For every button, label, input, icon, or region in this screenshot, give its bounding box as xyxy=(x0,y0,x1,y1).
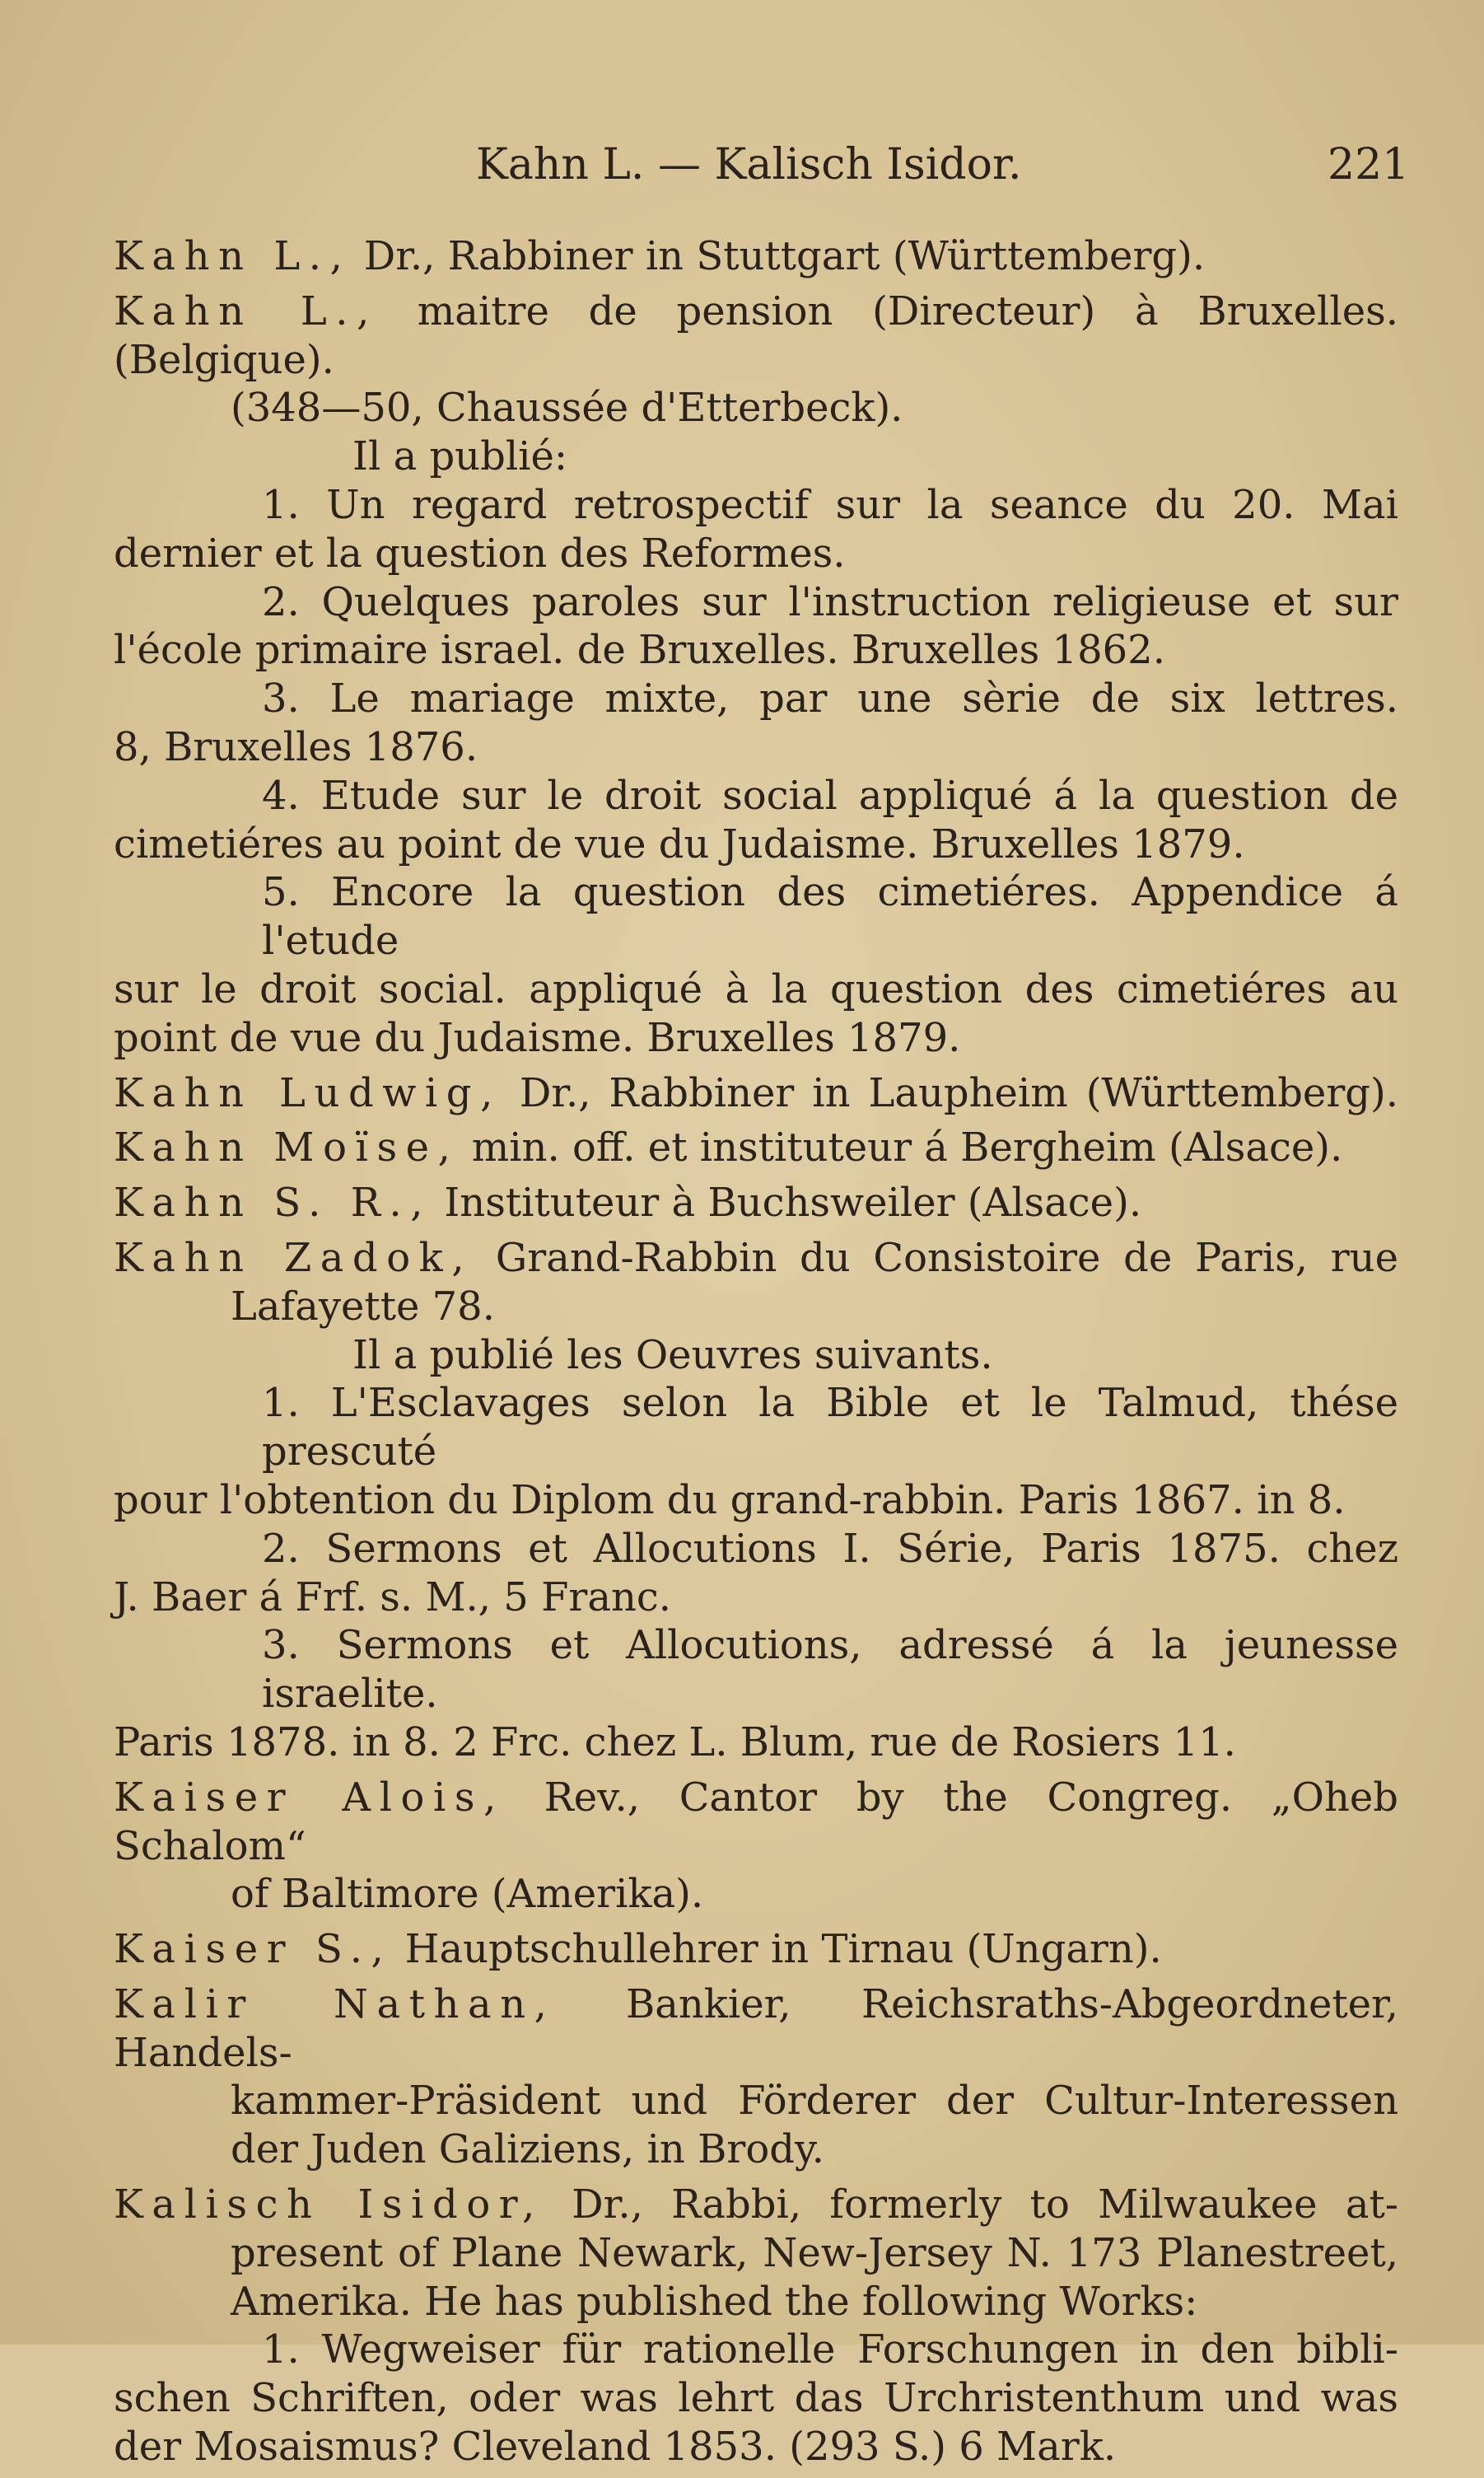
directory-entry xyxy=(114,1179,1398,1227)
page-header xyxy=(0,132,1484,198)
directory-entries xyxy=(114,232,1398,2478)
work-item: 3. Sermons et Allocutions, adressé á la jeunesse israelite. Paris 1878. in 8. 2 Frc. chez L. Blum, rue de Rosiers 11. xyxy=(114,1622,1398,1765)
running-title: Kahn L. — Kalisch Isidor. xyxy=(476,140,1022,189)
entry-text: present of Plane Newark, New-Jersey N. 173 Planestreet, xyxy=(231,2229,1398,2276)
entry-text: Grand-Rabbin du Consistoire de Paris, rue xyxy=(495,1234,1398,1281)
entry-text: Amerika. He has published the following Works: xyxy=(231,2278,1198,2325)
directory-entry xyxy=(114,2181,1398,2471)
entry-text: Lafayette 78. xyxy=(231,1283,495,1330)
directory-entry xyxy=(114,1069,1398,1118)
work-item: 2. Sermons et Allocutions I. Série, Paris 1875. chez J. Baer á Frf. s. M., 5 Franc. xyxy=(114,1525,1398,1620)
entry-text: (348—50, Chaussée d'Etterbeck). xyxy=(231,385,903,432)
entry-text: Rev., Cantor by the Congreg. „Oheb Schalom“ xyxy=(114,1774,1398,1869)
directory-entry xyxy=(114,1980,1398,2174)
entry-name: Kahn S. R., xyxy=(114,1180,432,1227)
work-item: 2. Quelques paroles sur l'instruction religieuse et sur l'école primaire israel. de Bruxelles. Bruxelles 1862. xyxy=(114,578,1398,674)
directory-entry xyxy=(114,288,1398,1063)
entry-name: Kaiser Alois, xyxy=(114,1774,505,1821)
entry-name: Kahn L., xyxy=(114,288,378,334)
entry-text: Dr., Rabbiner in Laupheim (Württemberg). xyxy=(519,1069,1398,1116)
directory-entry xyxy=(114,1925,1398,1974)
page-number: 221 xyxy=(1328,140,1410,189)
entry-name: Kalir Nathan, xyxy=(114,1980,556,2027)
entry-text: Hauptschullehrer in Tirnau (Ungarn). xyxy=(404,1926,1162,1973)
published-label: Il a publié les Oeuvres suivants. xyxy=(352,1331,993,1378)
entry-name: Kalisch Isidor, xyxy=(114,2181,544,2228)
directory-entry xyxy=(114,1774,1398,1919)
directory-entry xyxy=(114,1234,1398,1767)
published-label: Il a publié: xyxy=(352,433,568,480)
directory-entry xyxy=(114,232,1398,281)
entry-name: Kahn L., xyxy=(114,233,352,279)
entry-text: Bankier, Reichsraths-Abgeordneter, Handels- xyxy=(114,1980,1398,2076)
entry-text: der Juden Galiziens, in Brody. xyxy=(231,2126,824,2173)
entry-name: Kahn Moïse, xyxy=(114,1124,460,1171)
entry-text: Instituteur à Buchsweiler (Alsace). xyxy=(444,1180,1142,1227)
work-item: 3. Le mariage mixte, par une sèrie de six lettres. 8, Bruxelles 1876. xyxy=(114,676,1398,770)
work-item: 1. Wegweiser für rationelle Forschungen in den bibli- schen Schriften, oder was lehrt das Urchristenthum und was der Mosaismus? Cleveland 1853. (293 S.) 6 Mark. xyxy=(114,2326,1398,2471)
entry-text: min. off. et instituteur á Bergheim (Alsace). xyxy=(471,1124,1343,1171)
entry-name: Kahn Zadok, xyxy=(114,1234,474,1281)
entry-text: kammer-Präsident und Förderer der Cultur-Interessen xyxy=(231,2078,1398,2125)
entry-text: Dr., Rabbi, formerly to Milwaukee at- xyxy=(572,2181,1398,2228)
work-item: 1. Un regard retrospectif sur la seance du 20. Mai dernier et la question des Reformes. xyxy=(114,481,1398,577)
work-item: 5. Encore la question des cimetiéres. Appendice á l'etude sur le droit social. appliqué à la question des cimetiéres au point de vue du Judaisme. Bruxelles 1879. xyxy=(114,869,1398,1061)
entry-text: maitre de pension (Directeur) à Bruxelles. (Belgique). xyxy=(114,288,1398,383)
directory-entry xyxy=(114,1124,1398,1172)
work-item: 1. L'Esclavages selon la Bible et le Talmud, thése prescuté pour l'obtention du Diplom du grand-rabbin. Paris 1867. in 8. xyxy=(114,1380,1398,1523)
entry-name: Kahn Ludwig, xyxy=(114,1069,502,1116)
entry-text: of Baltimore (Amerika). xyxy=(231,1871,704,1918)
work-item: 4. Etude sur le droit social appliqué á la question de cimetiéres au point de vue du Judaisme. Bruxelles 1879. xyxy=(114,772,1398,867)
entry-text: Dr., Rabbiner in Stuttgart (Württemberg). xyxy=(363,233,1206,279)
entry-name: Kaiser S., xyxy=(114,1926,393,1973)
